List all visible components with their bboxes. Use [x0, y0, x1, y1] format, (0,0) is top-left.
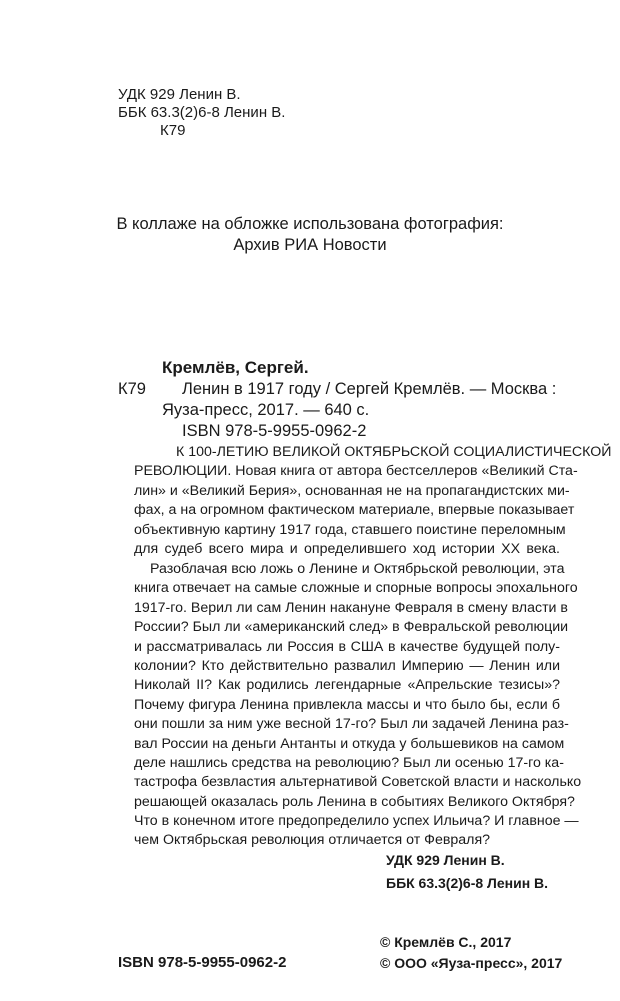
footer-isbn: ISBN 978-5-9955-0962-2 — [118, 954, 287, 971]
annotation-line: Что в конечном итоге предопределило успех Ильича? И главное — — [134, 813, 579, 830]
bottom-udk-line: УДК 929 Ленин В. — [386, 852, 505, 868]
annotation-line: вал России на деньги Антанты и откуда у большевиков на самом — [134, 735, 565, 752]
annotation-line: К 100-ЛЕТИЮ ВЕЛИКОЙ ОКТЯБРЬСКОЙ СОЦИАЛИСТИЧЕСКОЙ — [176, 444, 612, 460]
annotation-line: тастрофа безвластия альтернативой Советской власти и насколько — [134, 774, 582, 791]
annotation-line: книга отвечает на самые сложные и спорные вопросы эпохального — [134, 580, 578, 597]
annotation-line: Почему фигура Ленина привлекла массы и что было бы, если б — [134, 696, 560, 713]
annotation-line: колонии? Кто действительно развалил Империю — Ленин или — [134, 657, 560, 674]
record-isbn: ISBN 978-5-9955-0962-2 — [182, 422, 367, 440]
annotation-line: Разоблачая всю ложь о Ленине и Октябрьской революции, эта — [150, 561, 565, 577]
bottom-bbk-line: ББК 63.3(2)6-8 Ленин В. — [386, 875, 549, 891]
copyright-publisher: © ООО «Яуза-пресс», 2017 — [380, 955, 563, 971]
annotation-line: чем Октябрьская революция отличается от Февраля? — [134, 832, 491, 849]
record-code: К79 — [118, 380, 146, 398]
annotation-paragraph-1 — [134, 443, 612, 559]
annotation-paragraph-2 — [134, 560, 582, 851]
annotation-line: России? Был ли «американский след» в Февральской революции — [134, 619, 569, 636]
annotation-line: и рассматривалась ли Россия в США в качестве будущей полу- — [134, 638, 560, 655]
top-author-code: К79 — [160, 122, 186, 139]
top-udk-line: УДК 929 Ленин В. — [118, 86, 241, 103]
annotation-line: РЕВОЛЮЦИИ. Новая книга от автора бестселлеров «Великий Ста- — [134, 463, 578, 480]
annotation-line: деле нашлись средства на революцию? Был ли осенью 17-го ка- — [134, 754, 564, 771]
annotation-line: лин» и «Великий Берия», основанная не на пропагандистских ми- — [134, 482, 570, 499]
annotation-line: фах, а на огромном фактическом материале, впервые показывает — [134, 502, 575, 519]
annotation-line: решающей оказалась роль Ленина в событиях Великого Октября? — [134, 793, 575, 810]
annotation-line: Николай II? Как родились легендарные «Апрельские тезисы»? — [134, 677, 560, 694]
record-title-line1: Ленин в 1917 году / Сергей Кремлёв. — Москва : — [182, 380, 557, 398]
record-author: Кремлёв, Сергей. — [162, 358, 309, 377]
annotation-line: 1917-го. Верил ли сам Ленин накануне Февраля в смену власти в — [134, 599, 568, 616]
copyright-author: © Кремлёв С., 2017 — [380, 934, 512, 950]
annotation-line: для судеб всего мира и определившего ход истории XX века. — [134, 540, 560, 557]
cover-credit-line2: Архив РИА Новости — [233, 236, 387, 254]
top-bbk-line: ББК 63.3(2)6-8 Ленин В. — [118, 104, 286, 121]
annotation-line: объективную картину 1917 года, ставшего поистине переломным — [134, 521, 566, 538]
record-title-line2: Яуза-пресс, 2017. — 640 с. — [162, 401, 370, 419]
annotation-line: они пошли за ним уже весной 17-го? Был ли задачей Ленина раз- — [134, 716, 569, 733]
cover-credit-line1: В коллаже на обложке использована фотография: — [116, 215, 504, 233]
